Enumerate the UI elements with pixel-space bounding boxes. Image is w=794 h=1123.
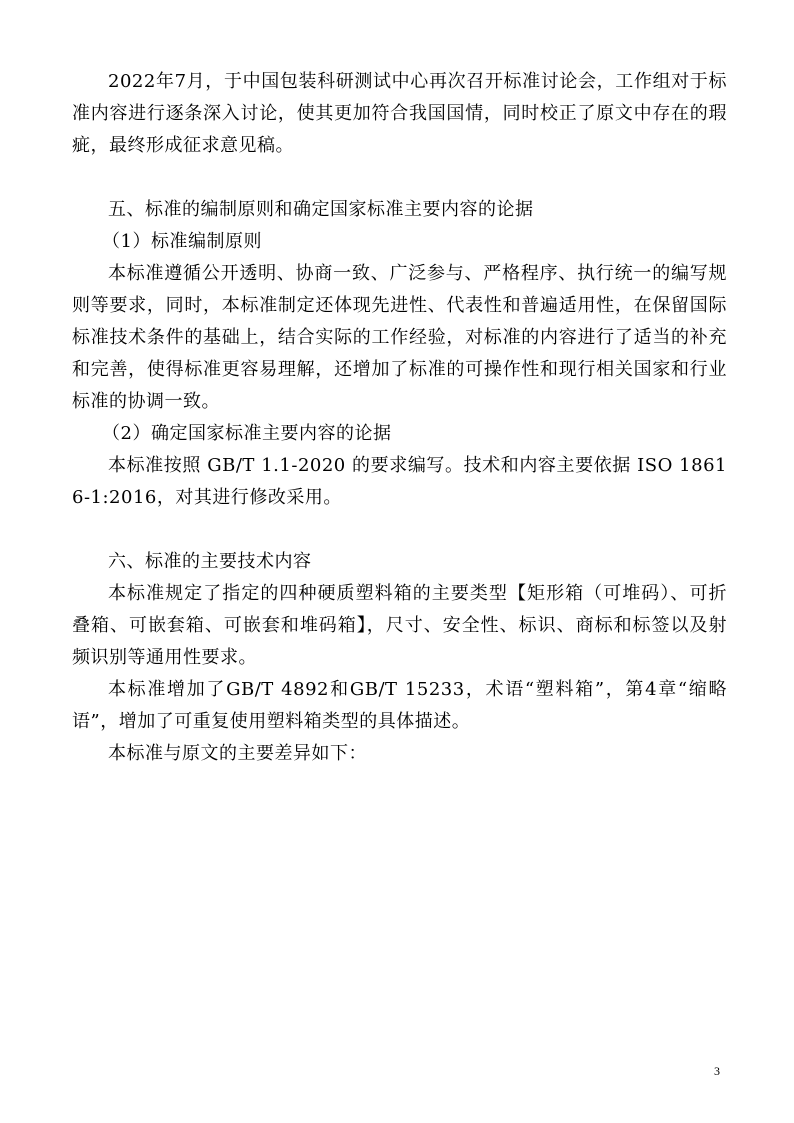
section-6-paragraph-1: 本标准规定了指定的四种硬质塑料箱的主要类型【矩形箱（可堆码）、可折叠箱、可嵌套箱、可嵌套和堆码箱】，尺寸、安全性、标识、商标和标签以及射频识别等通用性要求。 [72,583,727,668]
section-5-heading: 五、标准的编制原则和确定国家标准主要内容的论据 [108,199,534,220]
page-number: 3 [714,1064,720,1078]
section-6-paragraph-2: 本标准增加了GB/T 4892和GB/T 15233，术语“塑料箱”，第4章“缩略语”，增加了可重复使用塑料箱类型的具体描述。 [72,679,727,732]
page-body [72,66,727,770]
intro-paragraph: 2022年7月，于中国包装科研测试中心再次召开标准讨论会，工作组对于标准内容进行逐条深入讨论，使其更加符合我国国情，同时校正了原文中存在的瑕疵，最终形成征求意见稿。 [72,71,727,156]
section-6-paragraph-3: 本标准与原文的主要差异如下： [108,743,367,764]
section-6-heading: 六、标准的主要技术内容 [108,551,312,572]
section-5-1-heading: （1）标准编制原则 [102,231,262,252]
section-5-2-paragraph: 本标准按照 GB/T 1.1-2020 的要求编写。技术和内容主要依据 ISO 18616-1:2016，对其进行修改采用。 [72,455,727,508]
spacer [72,514,727,546]
spacer [72,162,727,194]
section-5-1-paragraph: 本标准遵循公开透明、协商一致、广泛参与、严格程序、执行统一的编写规则等要求，同时，本标准制定还体现先进性、代表性和普遍适用性，在保留国际标准技术条件的基础上，结合实际的工作经验，对标准的内容进行了适当的补充和完善，使得标准更容易理解，还增加了标准的可操作性和现行相关国家和行业标准的协调一致。 [72,263,727,412]
section-5-2-heading: （2）确定国家标准主要内容的论据 [102,423,392,444]
